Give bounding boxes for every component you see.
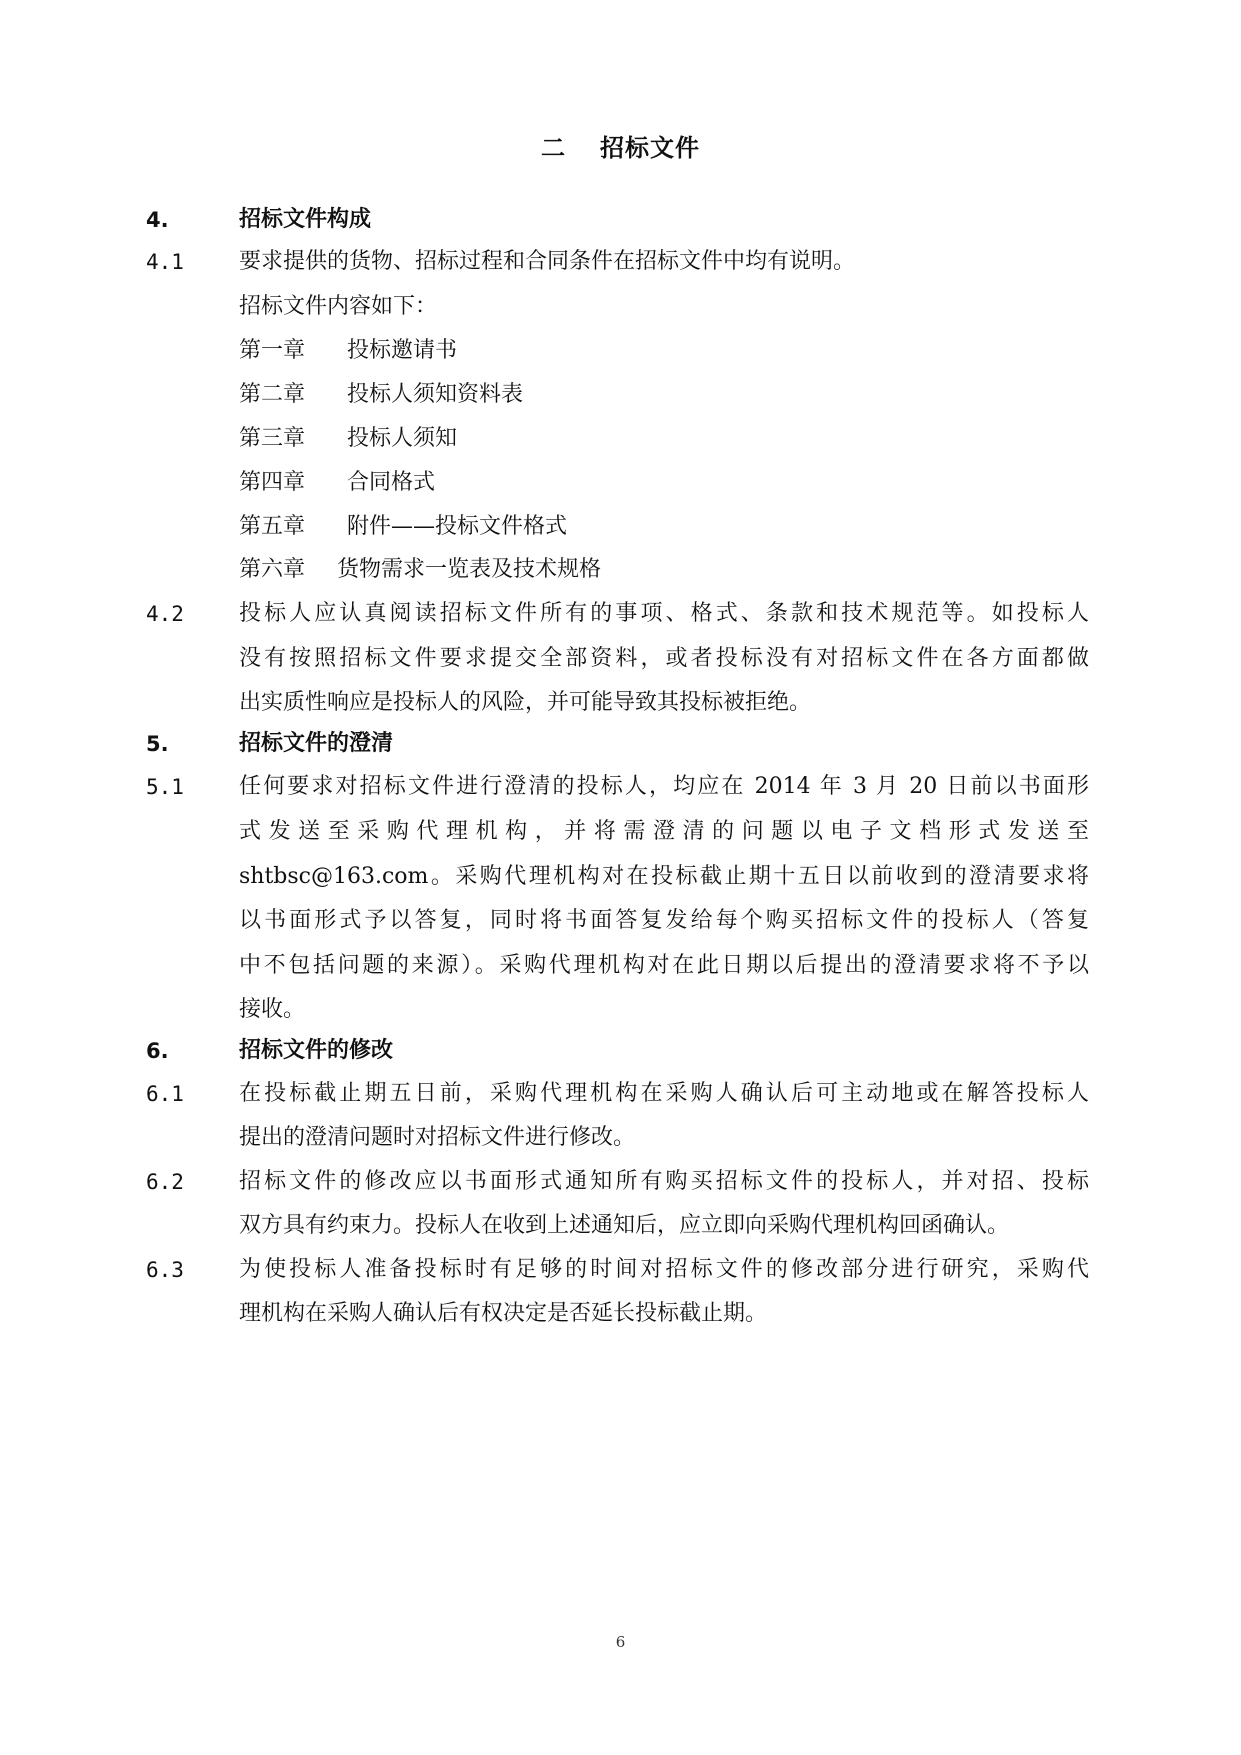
- chapter-list-name: 投标人须知资料表: [347, 382, 524, 407]
- clause-number: 4.2: [146, 602, 184, 626]
- section-title: 招标文件的澄清: [239, 731, 394, 756]
- clause-text-line: shtbsc@163.com。采购代理机构对在投标截止期十五日以前收到的澄清要求将: [239, 864, 1089, 889]
- chapter-list-number: 第二章: [239, 382, 306, 407]
- chapter-list-number: 第四章: [239, 470, 306, 495]
- clause-number: 4.1: [146, 250, 184, 274]
- clause-4-2: [0, 590, 1241, 638]
- section-number: 5.: [146, 732, 169, 756]
- section-title: 招标文件的修改: [239, 1038, 394, 1063]
- clause-text-line: 投标人应认真阅读招标文件所有的事项、格式、条款和技术规范等。如投标人: [239, 601, 1089, 626]
- clause-text-line: 出实质性响应是投标人的风险，并可能导致其投标被拒绝。: [239, 690, 812, 715]
- clause-number: 5.1: [146, 775, 184, 799]
- chapter-list-name: 货物需求一览表及技术规格: [337, 557, 602, 582]
- chapter-list-item: [0, 327, 1241, 375]
- section-heading-6: [0, 1027, 1241, 1075]
- clause-5-1-line: [0, 853, 1241, 901]
- clause-6-1-line: [0, 1114, 1241, 1162]
- clause-text-line: 招标文件的修改应以书面形式通知所有购买招标文件的投标人，并对招、投标: [239, 1169, 1089, 1194]
- clause-text-line: 没有按照招标文件要求提交全部资料，或者投标没有对招标文件在各方面都做: [239, 646, 1089, 671]
- clause-text-line: 式发送至采购代理机构，并将需澄清的问题以电子文档形式发送至: [239, 819, 1089, 844]
- clause-6-2: [0, 1158, 1241, 1206]
- section-number: 4.: [146, 208, 169, 232]
- chapter-list-number: 第一章: [239, 338, 306, 363]
- chapter-name: 招标文件: [600, 134, 700, 162]
- chapter-list-number: 第三章: [239, 426, 306, 451]
- section-heading-5: [0, 720, 1241, 768]
- clause-5-1: [0, 763, 1241, 811]
- clause-4-2-line: [0, 635, 1241, 683]
- clause-number: 6.2: [146, 1170, 184, 1194]
- clause-5-1-line: [0, 808, 1241, 856]
- clause-text: 要求提供的货物、招标过程和合同条件在招标文件中均有说明。: [239, 249, 856, 274]
- clause-text-line: 理机构在采购人确认后有权决定是否延长投标截止期。: [239, 1301, 768, 1326]
- chapter-list-number: 第五章: [239, 514, 306, 539]
- clause-6-1: [0, 1070, 1241, 1118]
- chapter-list-name: 投标邀请书: [347, 338, 458, 363]
- chapter-title: [0, 128, 1241, 163]
- clause-6-3: [0, 1246, 1241, 1294]
- chapter-list-name: 合同格式: [347, 470, 436, 495]
- clause-4-1-intro: [0, 283, 1241, 331]
- chapter-list-item: [0, 546, 1241, 594]
- clause-5-1-line: [0, 942, 1241, 990]
- chapter-list-item: [0, 459, 1241, 507]
- clause-text-line: 接收。: [239, 997, 306, 1022]
- clause-text-line: 为使投标人准备投标时有足够的时间对招标文件的修改部分进行研究，采购代: [239, 1257, 1089, 1282]
- chapter-list-item: [0, 503, 1241, 551]
- chapter-number: 二: [541, 134, 566, 162]
- chapter-list-item: [0, 371, 1241, 419]
- clause-6-3-line: [0, 1290, 1241, 1338]
- clause-6-2-line: [0, 1202, 1241, 1250]
- clause-number: 6.1: [146, 1082, 184, 1106]
- clause-text-line: 任何要求对招标文件进行澄清的投标人，均应在 2014 年 3 月 20 日前以书面形: [239, 774, 1089, 799]
- chapter-list-name: 附件——投标文件格式: [347, 514, 568, 539]
- section-title: 招标文件构成: [239, 207, 372, 232]
- clause-number: 6.3: [146, 1258, 184, 1282]
- chapter-list-number: 第六章: [239, 557, 306, 582]
- clause-text: 招标文件内容如下：: [239, 294, 438, 319]
- chapter-list-name: 投标人须知: [347, 426, 458, 451]
- clause-text-line: 以书面形式予以答复，同时将书面答复发给每个购买招标文件的投标人（答复: [239, 908, 1089, 933]
- clause-text-line: 中不包括问题的来源）。采购代理机构对在此日期以后提出的澄清要求将不予以: [239, 953, 1089, 978]
- clause-text-line: 提出的澄清问题时对招标文件进行修改。: [239, 1125, 636, 1150]
- clause-4-1: [0, 238, 1241, 286]
- clause-5-1-line: [0, 897, 1241, 945]
- clause-text-line: 在投标截止期五日前，采购代理机构在采购人确认后可主动地或在解答投标人: [239, 1081, 1089, 1106]
- clause-text-line: 双方具有约束力。投标人在收到上述通知后，应立即向采购代理机构回函确认。: [239, 1213, 1010, 1238]
- chapter-list-item: [0, 415, 1241, 463]
- section-number: 6.: [146, 1039, 169, 1063]
- page-number: 6: [615, 1633, 626, 1651]
- section-heading-4: [0, 196, 1241, 244]
